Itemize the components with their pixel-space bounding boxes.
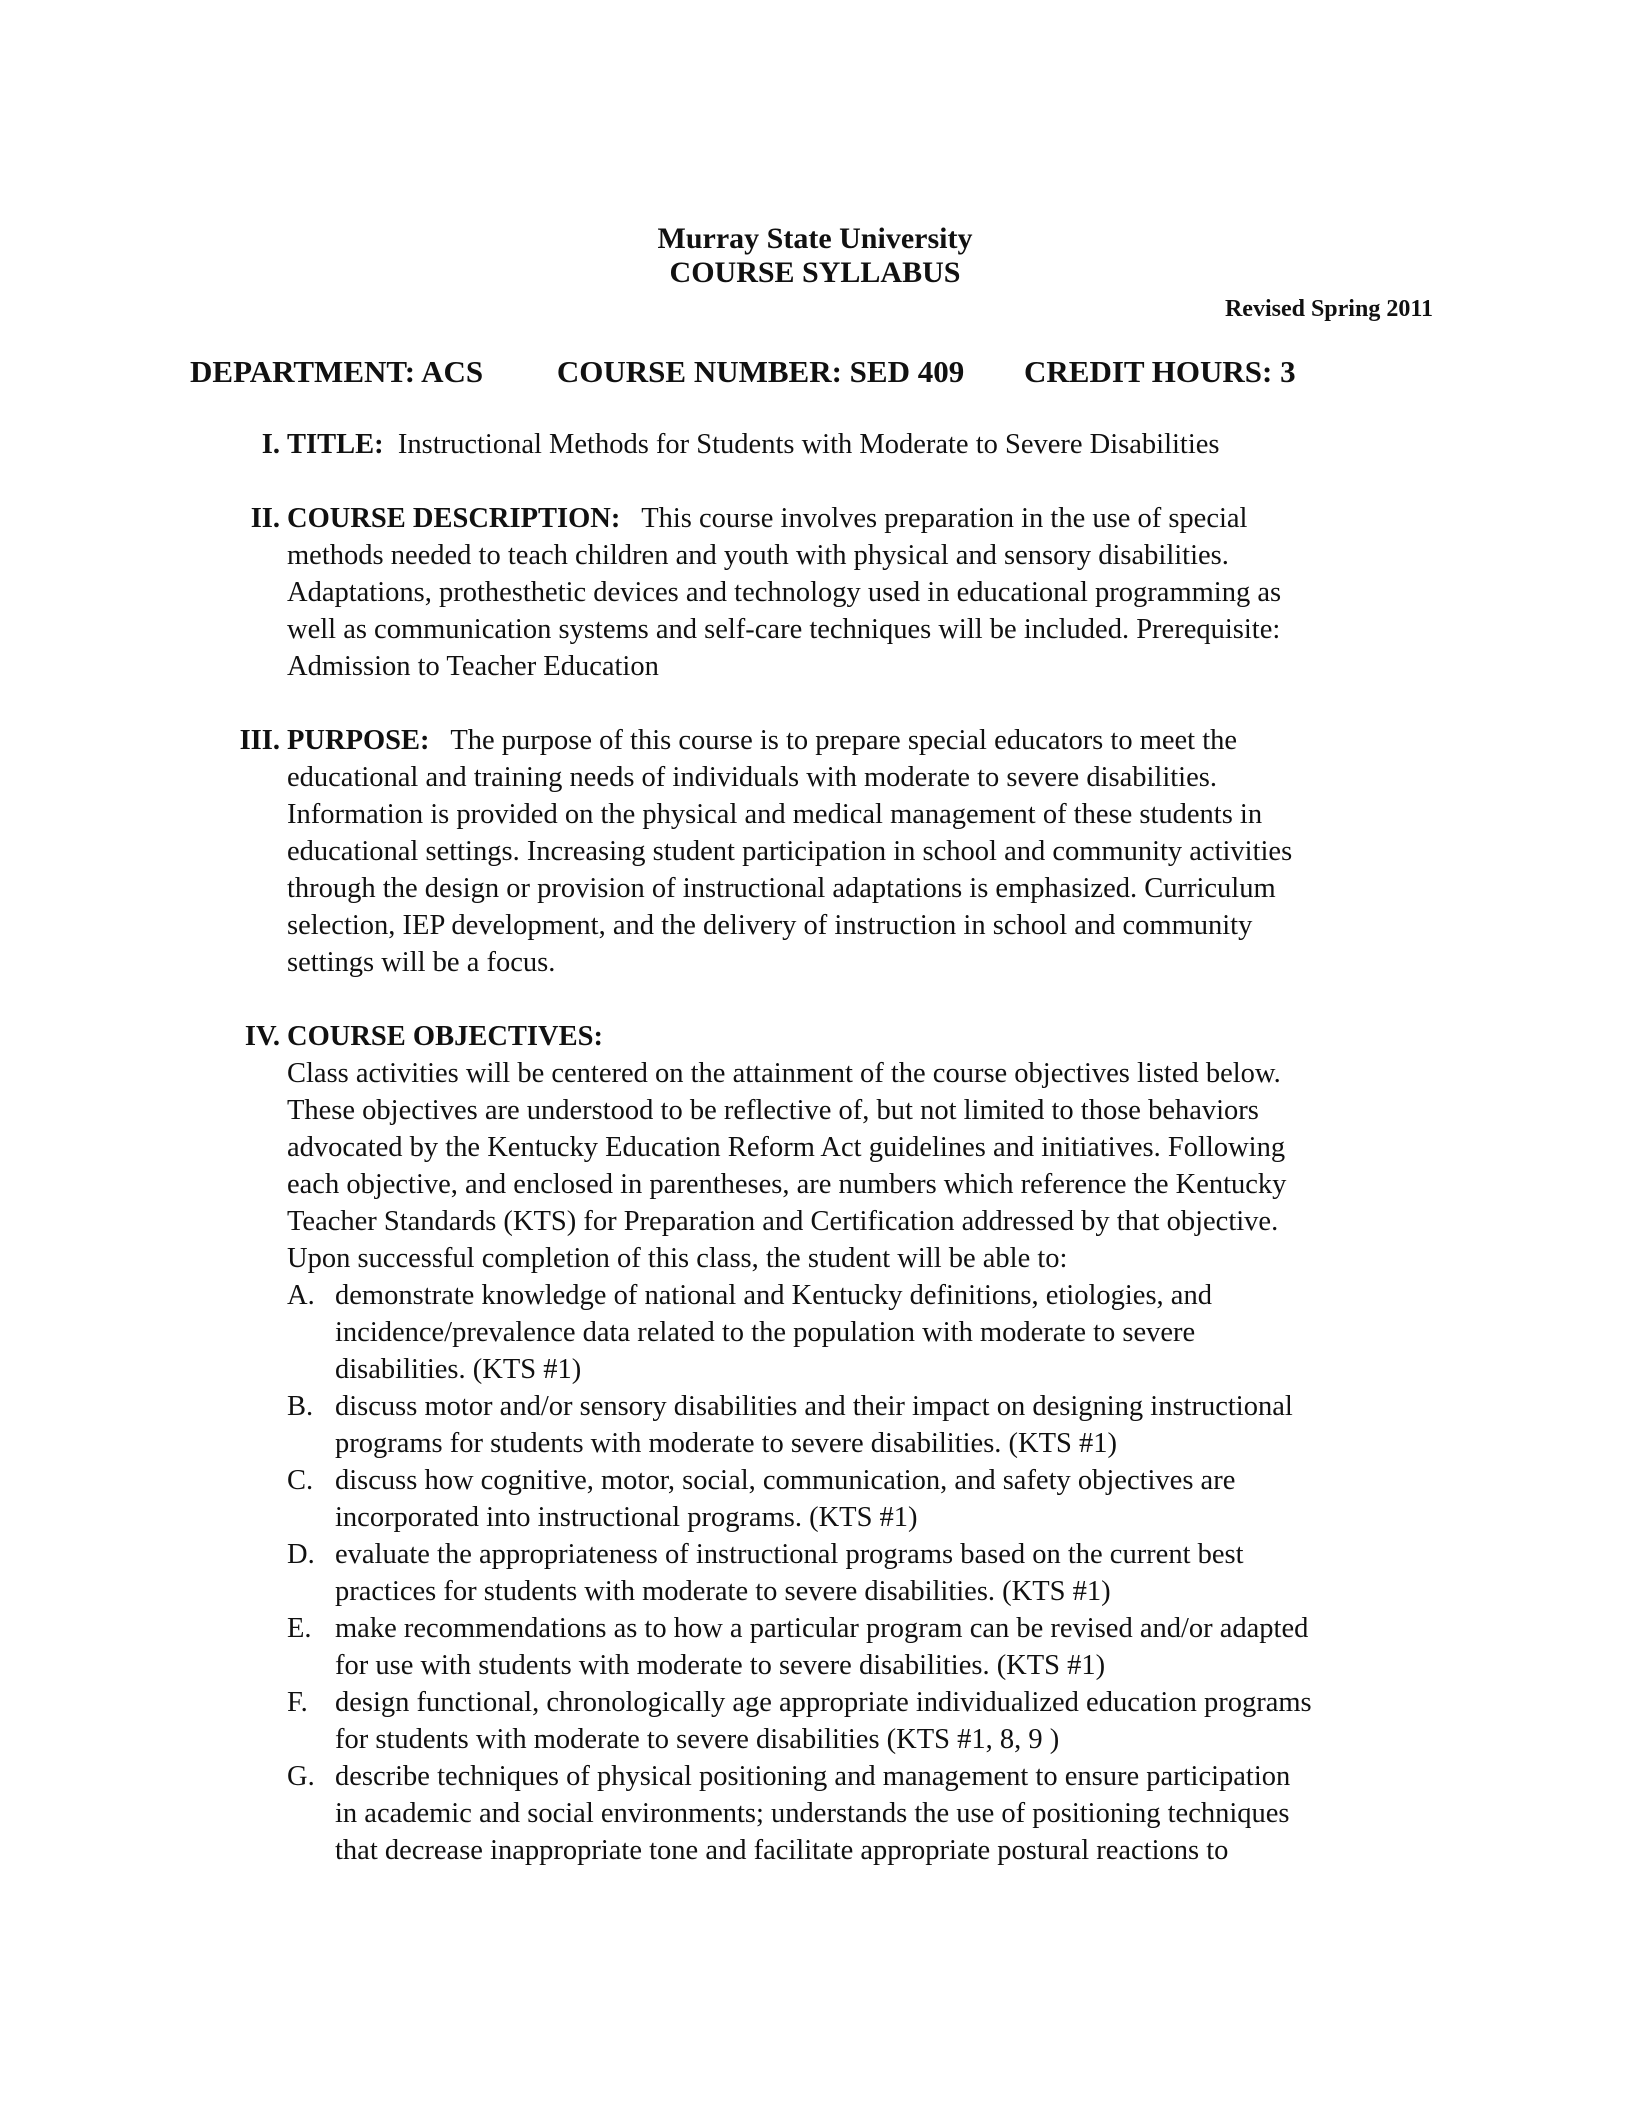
objectives-intro-line: advocated by the Kentucky Education Reform Act guidelines and initiatives. Following: [287, 1132, 1286, 1163]
section-label: TITLE:: [287, 429, 384, 460]
section-body: [287, 722, 1427, 981]
section-body: [287, 500, 1427, 685]
objectives-intro-line: These objectives are understood to be reflective of, but not limited to those behaviors: [287, 1095, 1259, 1126]
objectives-intro-line: Teacher Standards (KTS) for Preparation and Certification addressed by that objective.: [287, 1206, 1279, 1237]
section-numeral: II.: [250, 503, 280, 534]
objective-letter: G.: [287, 1761, 315, 1792]
description-line: Adaptations, prothesthetic devices and technology used in educational programming as: [287, 577, 1282, 608]
objective-letter: B.: [287, 1391, 314, 1422]
section-numeral: IV.: [244, 1021, 280, 1052]
objective-item: [287, 1758, 1427, 1869]
objective-item: [287, 1388, 1427, 1462]
course-title-text: Instructional Methods for Students with Moderate to Severe Disabilities: [397, 429, 1220, 460]
objective-line: incorporated into instructional programs. (KTS #1): [335, 1502, 918, 1533]
purpose-line: through the design or provision of instructional adaptations is emphasized. Curriculum: [287, 873, 1276, 904]
objective-line: practices for students with moderate to severe disabilities. (KTS #1): [335, 1576, 1111, 1607]
purpose-line: settings will be a focus.: [287, 947, 556, 978]
objective-item: [287, 1536, 1427, 1610]
objective-letter: A.: [287, 1280, 315, 1311]
section-label: COURSE DESCRIPTION:: [287, 503, 621, 534]
credit-hours-label: CREDIT HOURS: 3: [1024, 354, 1296, 389]
objective-line: evaluate the appropriateness of instructional programs based on the current best: [335, 1539, 1244, 1570]
objective-line: discuss motor and/or sensory disabilities and their impact on designing instructional: [335, 1391, 1293, 1422]
objective-letter: F.: [287, 1687, 308, 1718]
document-title: COURSE SYLLABUS: [669, 256, 961, 289]
objective-item: [287, 1684, 1427, 1758]
objective-line: describe techniques of physical positioning and management to ensure participation: [335, 1761, 1291, 1792]
department-label: DEPARTMENT: ACS: [190, 354, 484, 389]
objectives-list: [287, 1277, 1427, 1869]
university-name: Murray State University: [657, 222, 973, 255]
objective-line: make recommendations as to how a particular program can be revised and/or adapted: [335, 1613, 1309, 1644]
objective-line: demonstrate knowledge of national and Kentucky definitions, etiologies, and: [335, 1280, 1212, 1311]
objective-item: [287, 1277, 1427, 1388]
description-line: methods needed to teach children and youth with physical and sensory disabilities.: [287, 540, 1229, 571]
section-numeral: I.: [261, 429, 280, 460]
objective-line: for use with students with moderate to severe disabilities. (KTS #1): [335, 1650, 1106, 1681]
objective-letter: D.: [287, 1539, 315, 1570]
objective-line: incidence/prevalence data related to the population with moderate to severe: [335, 1317, 1196, 1348]
section-body: [287, 1018, 1427, 1869]
objective-line: programs for students with moderate to severe disabilities. (KTS #1): [335, 1428, 1117, 1459]
objective-line: that decrease inappropriate tone and facilitate appropriate postural reactions to: [335, 1835, 1229, 1866]
objective-item: [287, 1610, 1427, 1684]
purpose-line: Information is provided on the physical and medical management of these students in: [287, 799, 1263, 830]
course-info-line: [190, 354, 1296, 390]
objective-letter: C.: [287, 1465, 314, 1496]
objectives-intro-line: Upon successful completion of this class, the student will be able to:: [287, 1243, 1068, 1274]
section-label: PURPOSE:: [287, 725, 430, 756]
objectives-intro-line: Class activities will be centered on the attainment of the course objectives listed below.: [287, 1058, 1281, 1089]
section-body: [287, 426, 1427, 463]
purpose-line: educational settings. Increasing student participation in school and community activities: [287, 836, 1293, 867]
description-line: This course involves preparation in the use of special: [641, 503, 1248, 534]
description-line: well as communication systems and self-care techniques will be included. Prerequisite:: [287, 614, 1281, 645]
purpose-line: The purpose of this course is to prepare special educators to meet the: [450, 725, 1238, 756]
objective-line: for students with moderate to severe disabilities (KTS #1, 8, 9 ): [335, 1724, 1060, 1755]
purpose-line: educational and training needs of individuals with moderate to severe disabilities.: [287, 762, 1217, 793]
purpose-line: selection, IEP development, and the delivery of instruction in school and community: [287, 910, 1253, 941]
objective-line: disabilities. (KTS #1): [335, 1354, 582, 1385]
objective-line: design functional, chronologically age appropriate individualized education programs: [335, 1687, 1312, 1718]
section-numeral: III.: [239, 725, 280, 756]
objective-item: [287, 1462, 1427, 1536]
objective-line: discuss how cognitive, motor, social, communication, and safety objectives are: [335, 1465, 1236, 1496]
description-line: Admission to Teacher Education: [287, 651, 659, 682]
document-header: [0, 222, 1640, 290]
objective-line: in academic and social environments; understands the use of positioning techniques: [335, 1798, 1290, 1829]
section-label: COURSE OBJECTIVES:: [287, 1021, 603, 1052]
course-number-label: COURSE NUMBER: SED 409: [556, 354, 965, 389]
revision-date: Revised Spring 2011: [1224, 296, 1433, 322]
objective-letter: E.: [287, 1613, 312, 1644]
objectives-intro-line: each objective, and enclosed in parentheses, are numbers which reference the Kentucky: [287, 1169, 1287, 1200]
